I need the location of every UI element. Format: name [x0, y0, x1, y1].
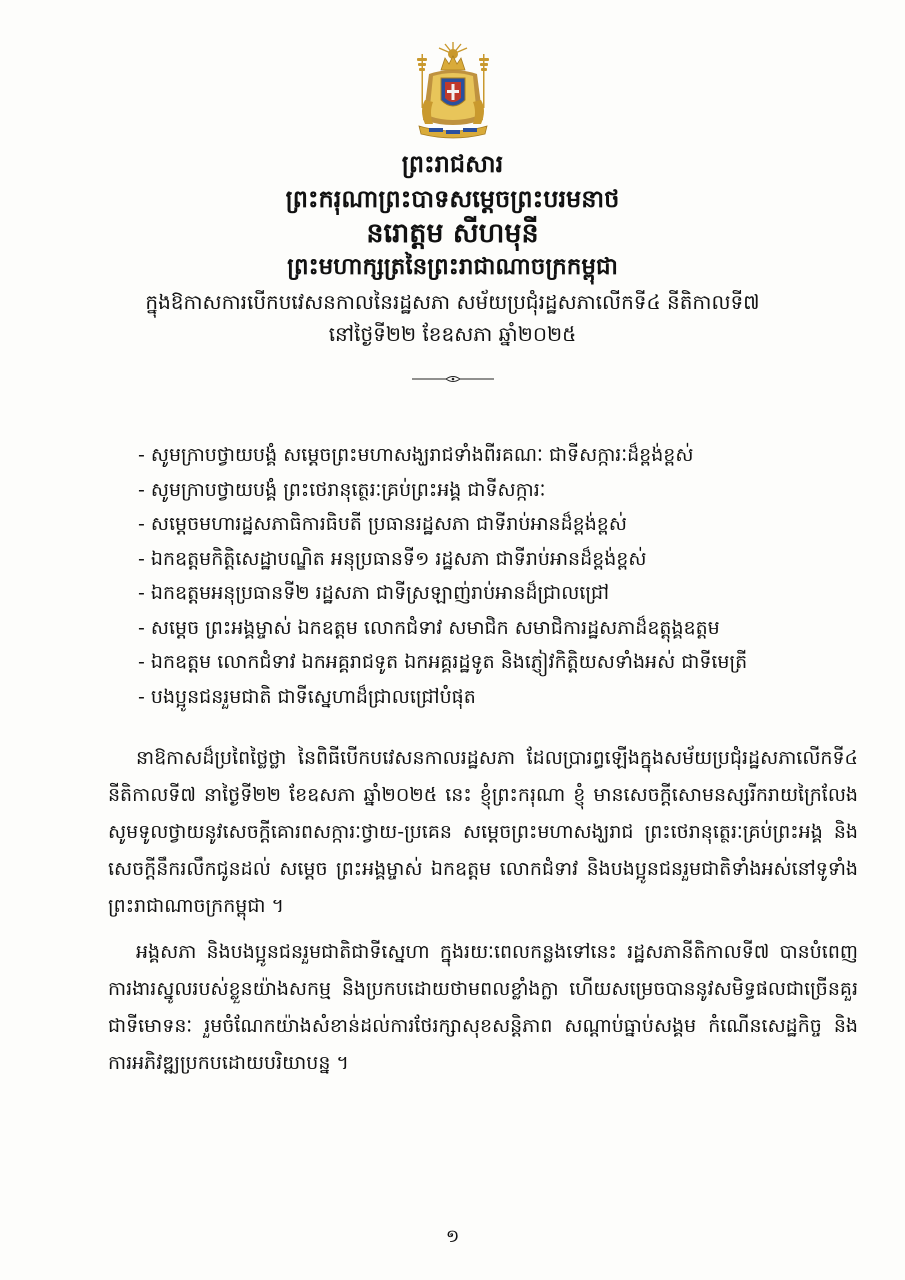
royal-coat-of-arms-icon: [405, 40, 501, 140]
page-number: ១: [445, 1226, 460, 1247]
king-honorific: ព្រះករុណាព្រះបាទសម្តេចព្រះបរមនាថ: [285, 184, 620, 213]
salutation-item: - ឯកឧត្តម លោកជំទាវ ឯកអគ្គរាជទូត ឯកអគ្គរដ្ឋទូត និងភ្ញៀវកិត្តិយសទាំងអស់ ជាទីមេត្រី: [138, 651, 748, 673]
king-title: ព្រះមហាក្សត្រនៃព្រះរាជាណាចក្រកម្ពុជា: [287, 253, 618, 280]
heading-block: [0, 150, 905, 346]
salutation-item: - សម្តេចមហារដ្ឋសភាធិការធិបតី ប្រធានរដ្ឋសភា ជាទីរាប់អានដ៏ខ្ពង់ខ្ពស់: [138, 513, 627, 535]
body-paragraph-1: នាឱកាសដ៏ប្រពៃថ្លៃថ្លា នៃពិធីបើកបវេសនកាលរដ្ឋសភា ដែលប្រារព្ធឡើងក្នុងសម័យប្រជុំរដ្ឋសភាលើកទី៤ នីតិកាលទី៧ នាថ្ងៃទី២២ ខែឧសភា ឆ្នាំ២០២៥ នេះ ខ្ញុំព្រះករុណា ខ្ញុំ មានសេចក្តីសោមនស្សរីករាយក្រៃលែង សូមទូលថ្វាយនូវសេចក្តីគោរពសក្ការៈថ្វាយ-ប្រគេន សម្តេចព្រះមហាសង្ឃរាជ ព្រះថេរានុត្ថេរៈគ្រប់ព្រះអង្គ និងសេចក្តីនឹករលឹកជូនដល់ សម្តេច ព្រះអង្គម្ចាស់ ឯកឧត្តម លោកជំទាវ និងបងប្អូនជនរួមជាតិទាំងអស់នៅទូទាំងព្រះរាជាណាចក្រកម្ពុជា ។: [108, 747, 858, 917]
salutation-item: - សូមក្រាបថ្វាយបង្គំ សម្តេចព្រះមហាសង្ឃរាជទាំងពីរគណៈ ជាទីសក្ការៈដ៏ខ្ពង់ខ្ពស់: [138, 444, 694, 466]
ornamental-divider-icon: [410, 374, 496, 384]
salutation-item: - សូមក្រាបថ្វាយបង្គំ ព្រះថេរានុត្ថេរៈគ្រប់ព្រះអង្គ ជាទីសក្ការៈ: [138, 478, 546, 501]
salutation-list: [138, 438, 858, 714]
king-name: នរោត្តម សីហមុនី: [366, 217, 539, 249]
salutation-item: - សម្តេច ព្រះអង្គម្ចាស់ ឯកឧត្តម លោកជំទាវ សមាជិក សមាជិការដ្ឋសភាដ៏ឧត្តុង្គឧត្តម: [138, 616, 720, 639]
body-paragraph-2: អង្គសភា និងបងប្អូនជនរួមជាតិជាទីស្នេហា ក្នុងរយៈពេលកន្លងទៅនេះ រដ្ឋសភានីតិកាលទី៧ បានបំពេញការងារស្នូលរបស់ខ្លួនយ៉ាងសកម្ម និងប្រកបដោយថាមពលខ្លាំងក្លា ហើយសម្រេចបាននូវសមិទ្ធផលជាច្រើនគួរជាទីមោទនៈ រួមចំណែកយ៉ាងសំខាន់ដល់ការថែរក្សាសុខសន្តិភាព សណ្តាប់ធ្នាប់សង្គម កំណើនសេដ្ឋកិច្ច និងការអភិវឌ្ឍប្រកបដោយបរិយាបន្ន ។: [108, 941, 858, 1074]
salutation-item: - ឯកឧត្តមកិត្តិសេដ្ឋាបណ្ឌិត អនុប្រធានទី១ រដ្ឋសភា ជាទីរាប់អានដ៏ខ្ពង់ខ្ពស់: [138, 547, 647, 570]
date-line: នៅថ្ងៃទី២២ ខែឧសភា ឆ្នាំ២០២៥: [328, 321, 577, 346]
document-title: ព្រះរាជសារ: [401, 150, 504, 178]
salutation-item: - បងប្អូនជនរួមជាតិ ជាទីស្នេហាដ៏ជ្រាលជ្រៅបំផុត: [138, 685, 476, 708]
occasion-line: ក្នុងឱកាសការបើកបវេសនកាលនៃរដ្ឋសភា សម័យប្រជុំរដ្ឋសភាលើកទី៤ នីតិកាលទី៧: [145, 289, 760, 314]
salutation-item: - ឯកឧត្តមអនុប្រធានទី២ រដ្ឋសភា ជាទីស្រឡាញ់រាប់អានដ៏ជ្រាលជ្រៅ: [138, 582, 610, 604]
